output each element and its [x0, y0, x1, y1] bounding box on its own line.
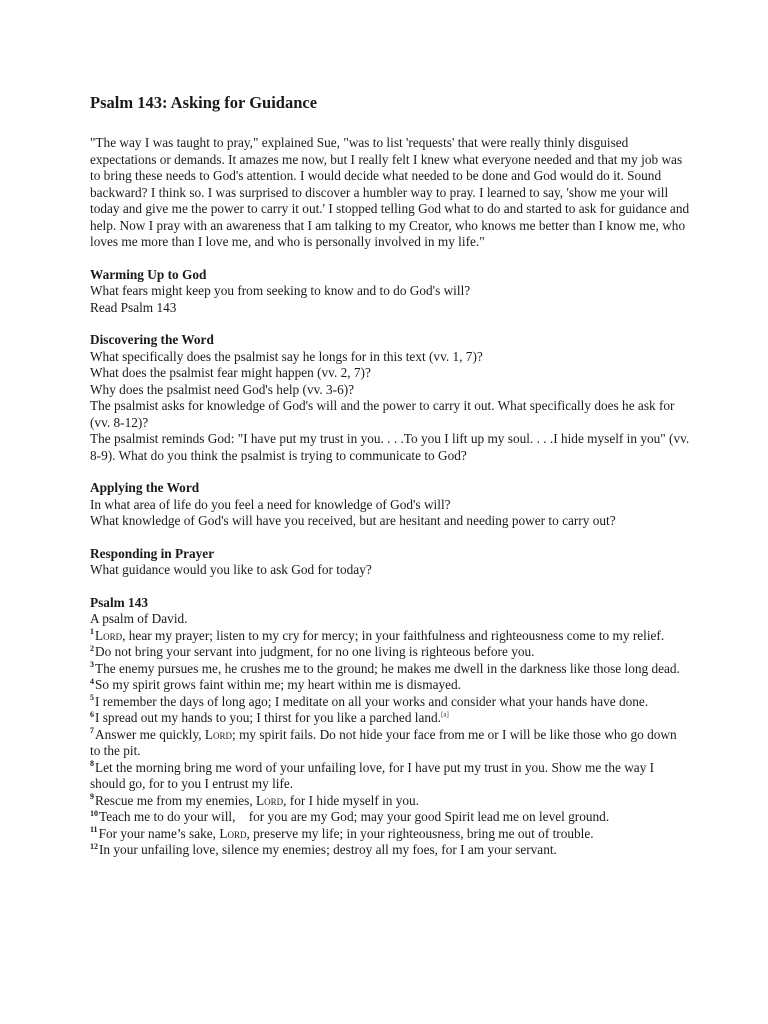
verse-6: [90, 710, 690, 727]
verse-text: Do not bring your servant into judgment, for no one living is righteous before you.: [95, 644, 535, 659]
footnote-link[interactable]: [a]: [441, 710, 449, 719]
verse-number: 8: [90, 759, 94, 769]
verse-number: 6: [90, 709, 94, 719]
verse-8: [90, 760, 690, 793]
verse-text: Answer me quickly,: [95, 726, 205, 742]
question-line: What knowledge of God's will have you received, but are hesitant and needing power to carry out?: [90, 513, 616, 528]
verse-7: [90, 727, 690, 760]
section-heading: Discovering the Word: [90, 332, 214, 347]
question-line: Why does the psalmist need God's help (vv. 3-6)?: [90, 381, 355, 397]
verse-text: Rescue me from my enemies,: [95, 792, 256, 808]
question-line: The psalmist reminds God: "I have put my trust in you. . . .To you I lift up my soul. . . .I hide myself in you" (vv. 8-9). What do you think the psalmist is trying to communicate to God?: [90, 431, 690, 463]
verse-text: I remember the days of long ago; I meditate on all your works and consider what your hands have done.: [95, 693, 649, 709]
section-applying: [90, 480, 690, 530]
verse-text: I spread out my hands to you; I thirst for you like a parched land.: [95, 710, 442, 725]
verse-text: The enemy pursues me, he crushes me to the ground; he makes me dwell in the darkness like those long dead.: [95, 660, 680, 676]
verse-text: , hear my prayer; listen to my cry for mercy; in your faithfulness and righteousness come to my relief.: [122, 627, 665, 643]
verse-12: [90, 842, 690, 859]
section-heading: Applying the Word: [90, 480, 200, 495]
verse-4: [90, 677, 690, 694]
section-warming-up: [90, 267, 690, 317]
page-title: Psalm 143: Asking for Guidance: [90, 93, 318, 112]
verse-text: , preserve my life; in your righteousness, bring me out of trouble.: [246, 825, 594, 841]
verse-5: [90, 694, 690, 711]
verse-number: 10: [90, 808, 98, 818]
verse-10: [90, 809, 690, 826]
question-line: Read Psalm 143: [90, 299, 177, 315]
verse-number: 2: [90, 643, 94, 653]
verse-number: 12: [90, 841, 98, 851]
verse-number: 7: [90, 726, 94, 736]
section-heading: Psalm 143: [90, 594, 148, 610]
question-line: What specifically does the psalmist say he longs for in this text (vv. 1, 7)?: [90, 348, 483, 364]
section-responding: [90, 546, 690, 579]
verse-number: 5: [90, 693, 94, 703]
verse-text: ; my spirit fails. Do not hide your face from me or I will be like those who go down to the pit.: [90, 726, 677, 758]
verse-text: For your name’s sake,: [98, 825, 220, 841]
verse-1: [90, 628, 690, 645]
question-line: What does the psalmist fear might happen (vv. 2, 7)?: [90, 365, 371, 380]
verse-text: In your unfailing love, silence my enemies; destroy all my foes, for I am your servant.: [99, 842, 557, 857]
question-line: What guidance would you like to ask God for today?: [90, 562, 372, 577]
question-line: What fears might keep you from seeking to know and to do God's will?: [90, 283, 471, 298]
verse-number: 3: [90, 660, 94, 670]
verse-3: [90, 661, 690, 678]
lord-word: Lord: [219, 825, 247, 841]
verse-number: 9: [90, 792, 94, 802]
document-content: [90, 92, 690, 859]
verse-number: 4: [90, 676, 94, 686]
question-line: In what area of life do you feel a need for knowledge of God's will?: [90, 496, 451, 512]
verse-9: [90, 793, 690, 810]
verse-11: [90, 826, 690, 843]
lord-word: Lord: [256, 792, 284, 808]
question-line: The psalmist asks for knowledge of God's will and the power to carry it out. What specifically does he ask for (vv. 8-12)?: [90, 398, 675, 430]
section-heading: Responding in Prayer: [90, 545, 215, 561]
verse-text: So my spirit grows faint within me; my heart within me is dismayed.: [95, 677, 461, 692]
psalm-subtitle: A psalm of David.: [90, 611, 188, 626]
section-heading: Warming Up to God: [90, 266, 207, 282]
verse-text: , for I hide myself in you.: [283, 792, 420, 808]
section-psalm-text: [90, 595, 690, 859]
intro-paragraph: "The way I was taught to pray," explained Sue, "was to list 'requests' that were really thinly disguised expectations or demands. It amazes me now, but I really felt I knew what everyone needed and that my job was to bring these needs to God's attention. I would decide what needed to be done and God would do it. Sound backward? I think so. I was surprised to discover a humbler way to pray. I learned to say, 'show me your will today and give me the power to carry it out.' I stopped telling God what to do and started to ask for guidance and help. Now I pray with an awareness that I am talking to my Creator, who knows me better than I know me, who loves me more than I love me, and who is personally involved in my life.": [90, 135, 690, 249]
verse-number: 11: [90, 825, 98, 835]
verse-text: Teach me to do your will, for you are my God; may your good Spirit lead me on level ground.: [99, 809, 610, 824]
verse-number: 1: [90, 627, 94, 637]
section-discovering: [90, 332, 690, 464]
verse-2: [90, 644, 690, 661]
lord-word: Lord: [95, 627, 123, 643]
lord-word: Lord: [204, 726, 233, 742]
verse-text: Let the morning bring me word of your unfailing love, for I have put my trust in you. Show me the way I should go, for to you I entrust my life.: [90, 759, 655, 791]
